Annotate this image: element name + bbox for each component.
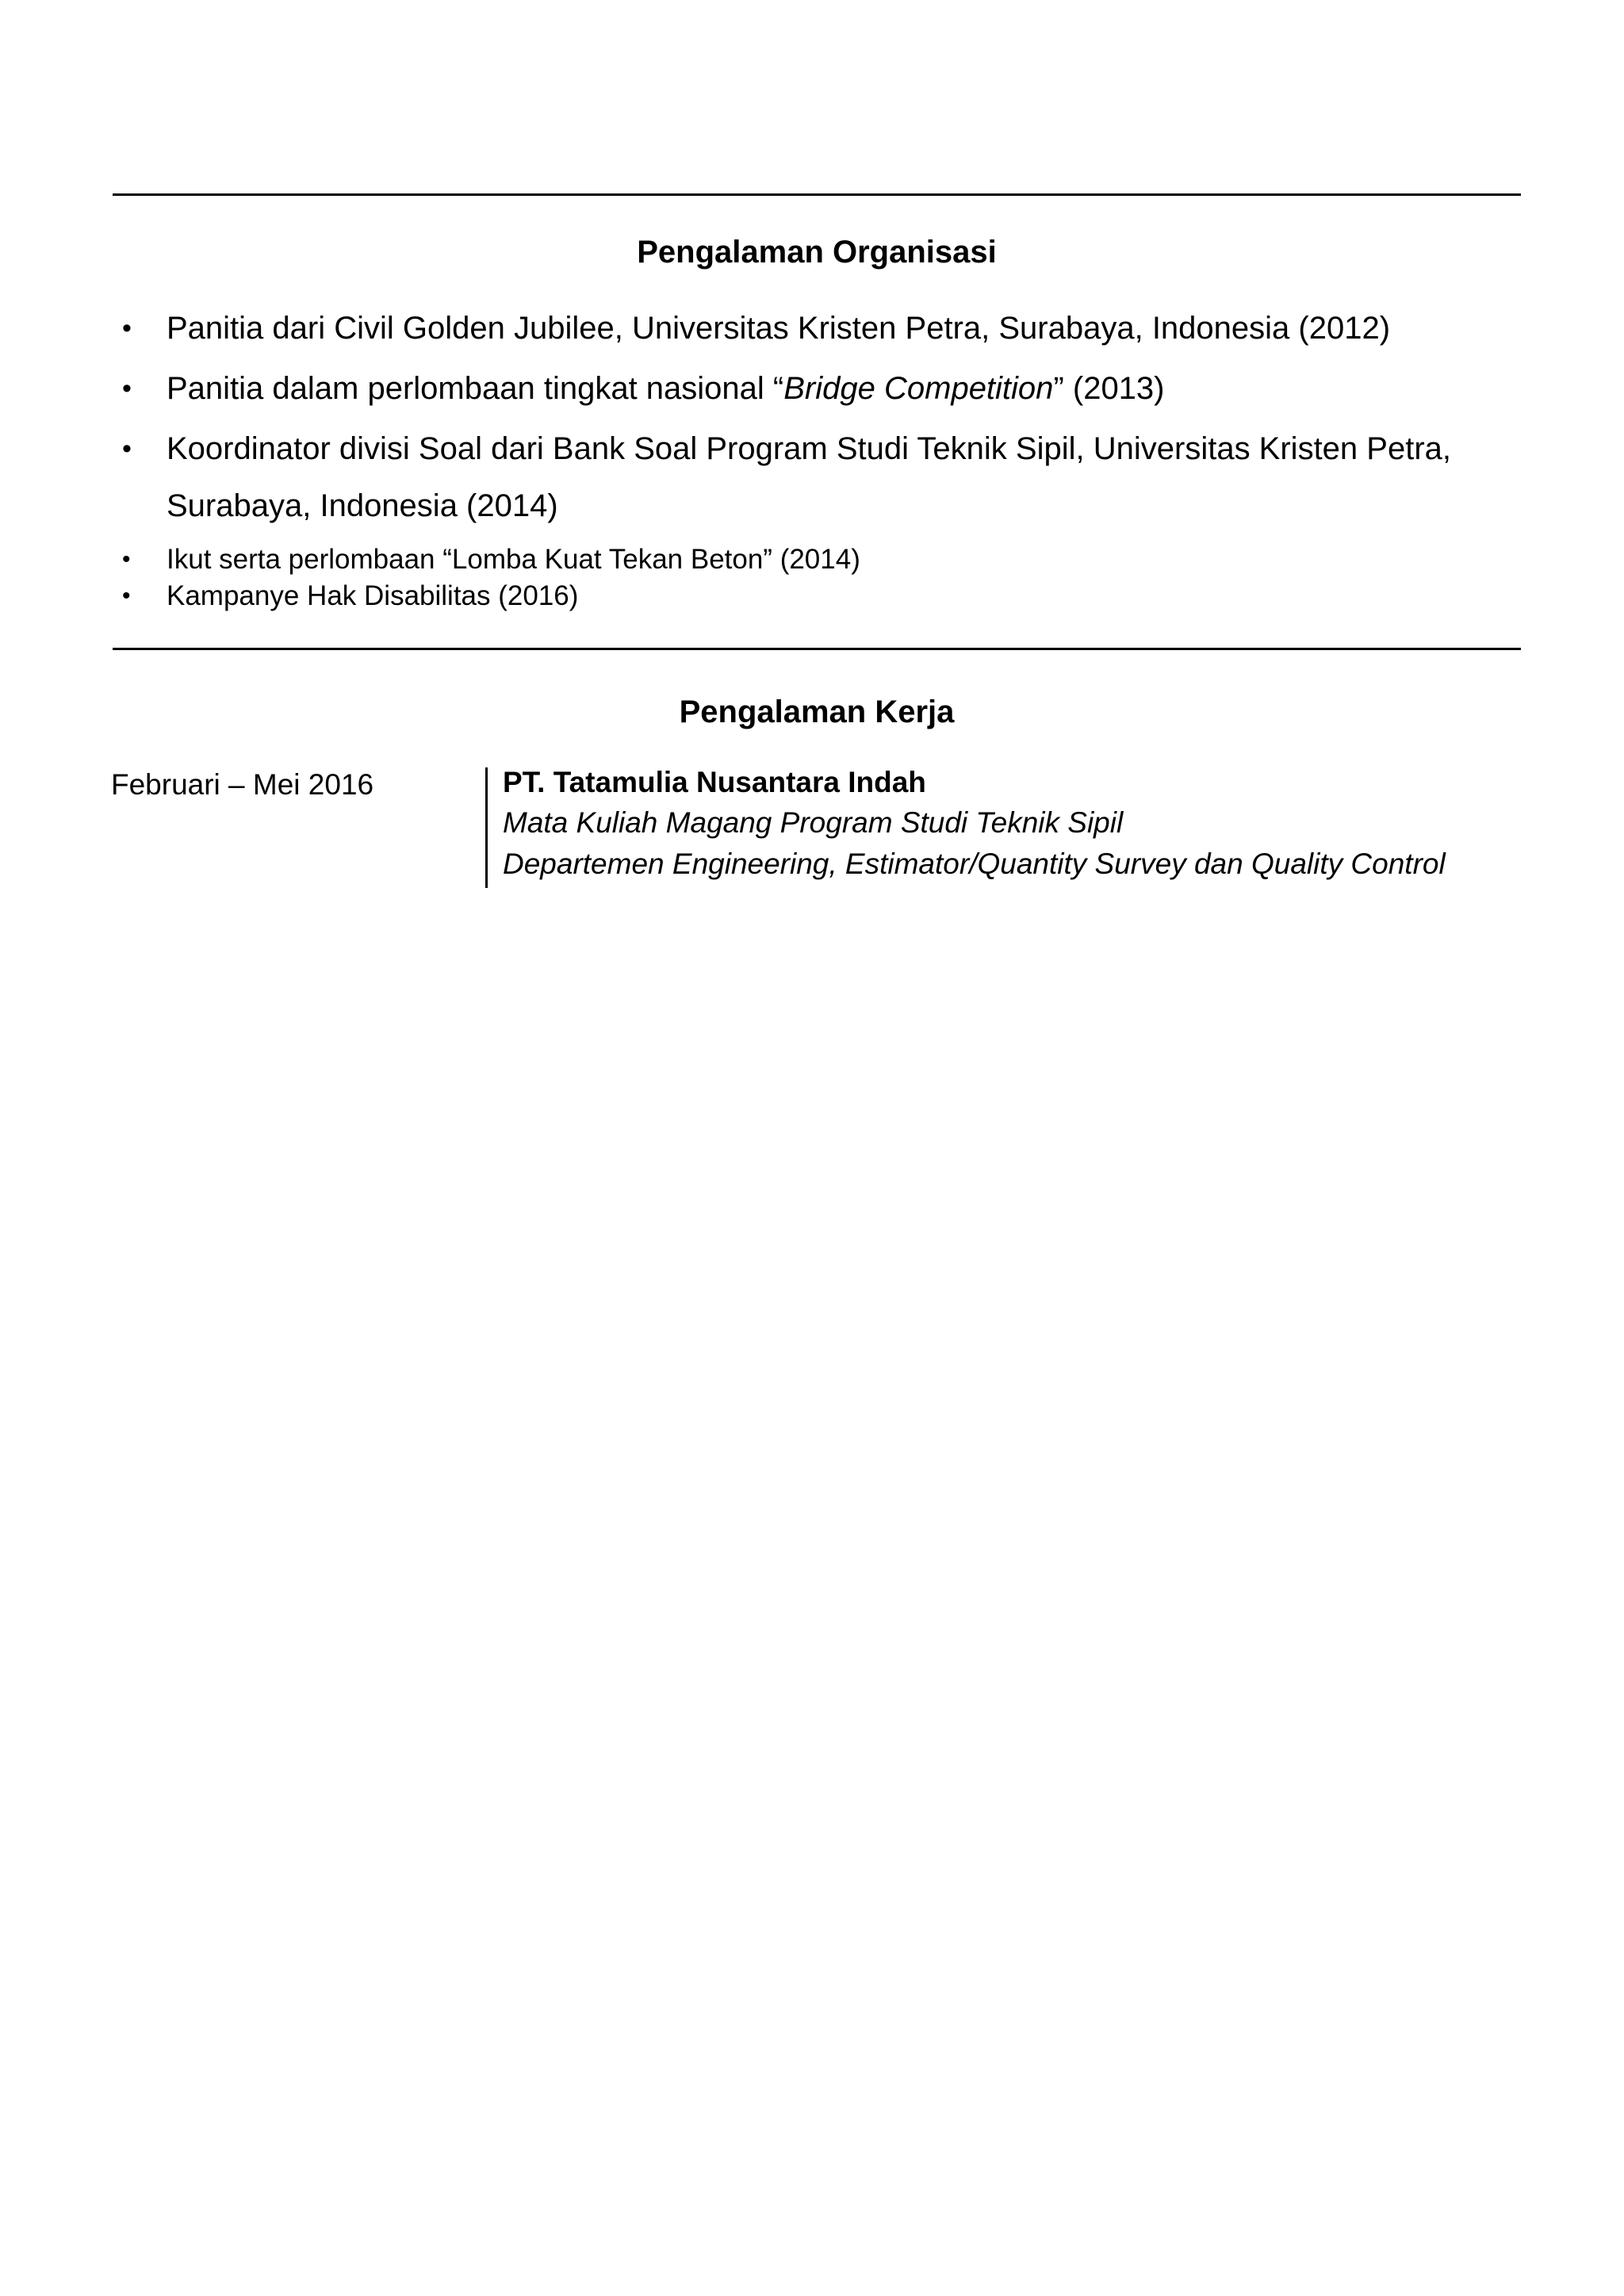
list-item-text-line-2: Surabaya, Indonesia (2014) — [167, 488, 558, 523]
list-item-text: Panitia dari Civil Golden Jubilee, Universitas Kristen Petra, Surabaya, Indonesia (2012) — [167, 311, 1391, 346]
work-entry-divider — [485, 767, 488, 888]
list-item-text: Kampanye Hak Disabilitas (2016) — [167, 580, 579, 611]
work-entry — [503, 763, 1534, 885]
bullet-icon: • — [122, 373, 132, 404]
work-company: PT. Tatamulia Nusantara Indah — [503, 766, 926, 798]
bullet-icon: • — [122, 546, 131, 572]
work-detail-line: Mata Kuliah Magang Program Studi Teknik Sipil — [503, 806, 1124, 839]
middle-divider — [113, 648, 1521, 650]
bullet-icon: • — [122, 313, 132, 343]
emphasis-text: Bridge Competition — [783, 371, 1054, 406]
bullet-icon: • — [122, 434, 132, 464]
work-date: Februari – Mei 2016 — [111, 768, 374, 801]
list-item-text: Ikut serta perlombaan “Lomba Kuat Tekan Beton” (2014) — [167, 544, 860, 575]
list-item-text: Panitia dalam perlombaan tingkat nasional “Bridge Competition” (2013) — [167, 371, 1165, 406]
section-title-kerja: Pengalaman Kerja — [679, 695, 955, 729]
top-divider — [113, 193, 1521, 196]
section-title-organisasi: Pengalaman Organisasi — [637, 235, 997, 270]
bullet-icon: • — [122, 583, 131, 609]
work-detail-line: Departemen Engineering, Estimator/Quantity Survey dan Quality Control — [503, 848, 1446, 880]
list-item-text-line-1: Koordinator divisi Soal dari Bank Soal Program Studi Teknik Sipil, Universitas Kristen Petra, — [167, 431, 1451, 466]
